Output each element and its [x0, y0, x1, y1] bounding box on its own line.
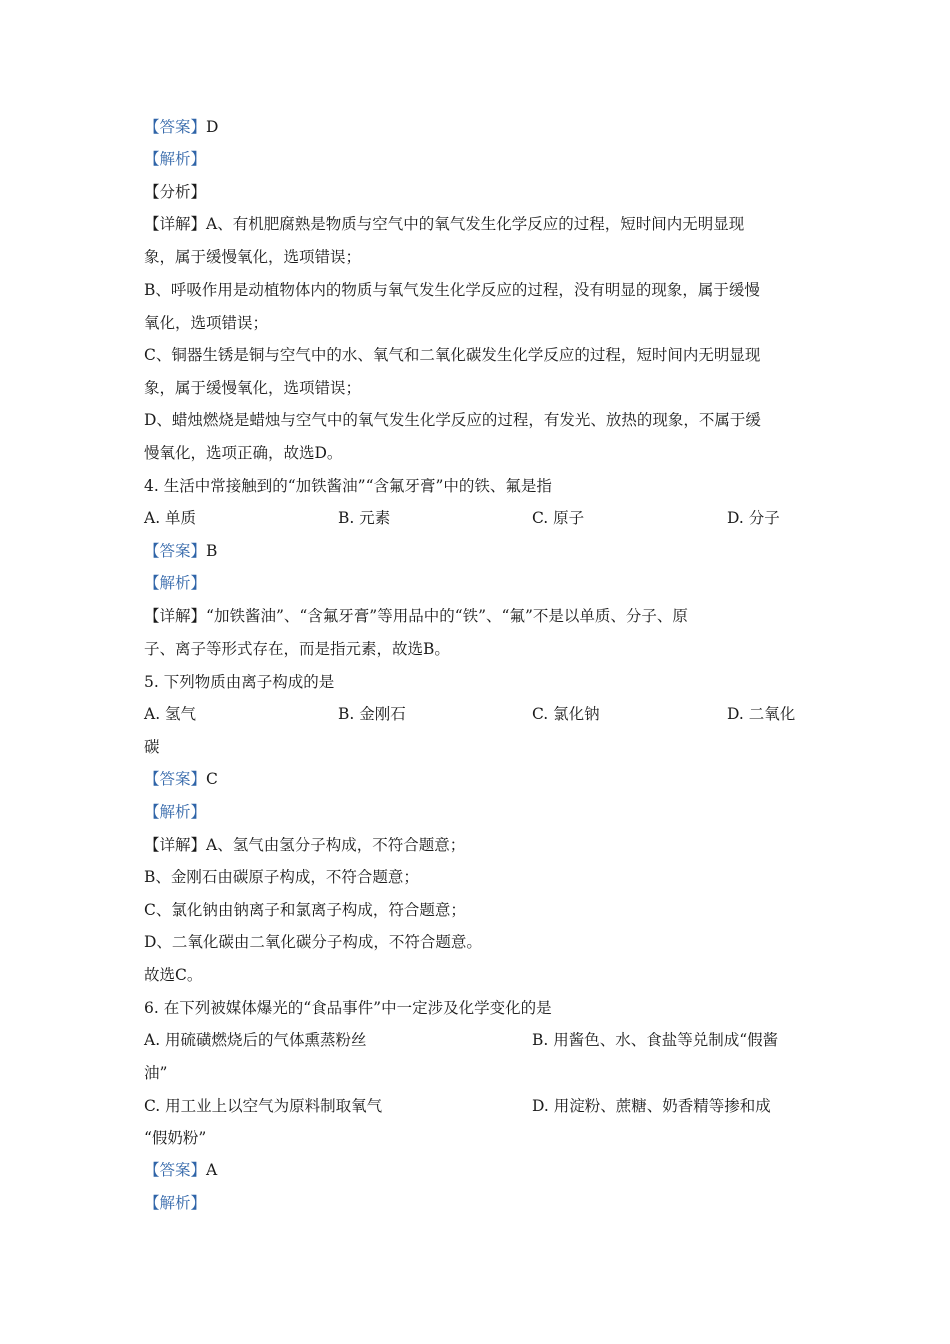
- q4-detail-line2: 子、离子等形式存在，而是指元素，故选B。: [144, 640, 450, 658]
- q4-option-d: D. 分子: [727, 509, 780, 527]
- answer-value: D: [206, 118, 219, 136]
- answer-tag: 【答案】: [144, 770, 207, 788]
- q6-option-c: C. 用工业上以空气为原料制取氧气: [144, 1097, 383, 1115]
- q4-question: 4. 生活中常接触到的“加铁酱油”“含氟牙膏”中的铁、氟是指: [144, 477, 552, 495]
- detail-text: “加铁酱油”、“含氟牙膏”等用品中的“铁”、“氟”不是以单质、分子、原: [206, 607, 688, 625]
- q6-option-d-wrap: “假奶粉”: [144, 1129, 207, 1147]
- answer-value: B: [206, 542, 218, 560]
- detail-tag: 【详解】: [144, 215, 207, 233]
- q3-detail-b-line1: B、呼吸作用是动植物体内的物质与氧气发生化学反应的过程，没有明显的现象，属于缓慢: [144, 281, 760, 299]
- q3-analysis-tag: 【解析】: [144, 150, 207, 168]
- q4-answer-line: [144, 541, 217, 561]
- q4-option-b: B. 元素: [338, 509, 391, 527]
- detail-tag: 【详解】: [144, 836, 207, 854]
- q5-detail-c: C、氯化钠由钠离子和氯离子构成，符合题意；: [144, 901, 466, 919]
- q3-detail-a-line1: [144, 214, 744, 234]
- q6-option-a: A. 用硫磺燃烧后的气体熏蒸粉丝: [144, 1031, 367, 1049]
- q6-option-d: D. 用淀粉、蔗糖、奶香精等掺和成: [532, 1097, 771, 1115]
- q4-detail-line1: [144, 606, 688, 626]
- q5-answer-line: [144, 769, 218, 789]
- detail-text: A、有机肥腐熟是物质与空气中的氧气发生化学反应的过程，短时间内无明显现: [206, 215, 745, 233]
- q3-detail-d-line2: 慢氧化，选项正确，故选D。: [144, 444, 343, 462]
- q5-option-b: B. 金刚石: [338, 705, 406, 723]
- answer-tag: 【答案】: [144, 542, 207, 560]
- q5-detail-a: [144, 835, 465, 855]
- q5-option-a: A. 氢气: [144, 705, 197, 723]
- q4-option-c: C. 原子: [532, 509, 585, 527]
- q6-option-b: B. 用酱色、水、食盐等兑制成“假酱: [532, 1031, 779, 1049]
- q6-question: 6. 在下列被媒体爆光的“食品事件”中一定涉及化学变化的是: [144, 999, 552, 1017]
- q5-option-c: C. 氯化钠: [532, 705, 600, 723]
- q3-detail-c-line2: 象，属于缓慢氧化，选项错误；: [144, 379, 362, 397]
- detail-tag: 【详解】: [144, 607, 207, 625]
- q5-conclusion: 故选C。: [144, 966, 203, 984]
- q5-detail-b: B、金刚石由碳原子构成，不符合题意；: [144, 868, 419, 886]
- q5-option-d: D. 二氧化: [727, 705, 796, 723]
- answer-tag: 【答案】: [144, 118, 207, 136]
- q4-analysis-tag: 【解析】: [144, 574, 207, 592]
- q6-answer-line: [144, 1160, 217, 1180]
- detail-text: A、氢气由氢分子构成，不符合题意；: [206, 836, 466, 854]
- q3-detail-a-line2: 象，属于缓慢氧化，选项错误；: [144, 248, 362, 266]
- q3-detail-c-line1: C、铜器生锈是铜与空气中的水、氧气和二氧化碳发生化学反应的过程，短时间内无明显现: [144, 346, 761, 364]
- answer-tag: 【答案】: [144, 1161, 207, 1179]
- q5-option-d-wrap: 碳: [144, 738, 160, 756]
- q6-option-b-wrap: 油”: [144, 1064, 168, 1082]
- answer-value: A: [206, 1161, 218, 1179]
- q3-detail-b-line2: 氧化，选项错误；: [144, 314, 269, 332]
- q3-fenxi-tag: 【分析】: [144, 183, 207, 201]
- q5-detail-d: D、二氧化碳由二氧化碳分子构成，不符合题意。: [144, 933, 482, 951]
- q5-analysis-tag: 【解析】: [144, 803, 207, 821]
- q5-question: 5. 下列物质由离子构成的是: [144, 673, 335, 691]
- q4-option-a: A. 单质: [144, 509, 197, 527]
- q3-detail-d-line1: D、蜡烛燃烧是蜡烛与空气中的氧气发生化学反应的过程，有发光、放热的现象，不属于缓: [144, 411, 761, 429]
- q3-answer-line: [144, 117, 218, 137]
- q6-analysis-tag: 【解析】: [144, 1194, 207, 1212]
- answer-value: C: [206, 770, 218, 788]
